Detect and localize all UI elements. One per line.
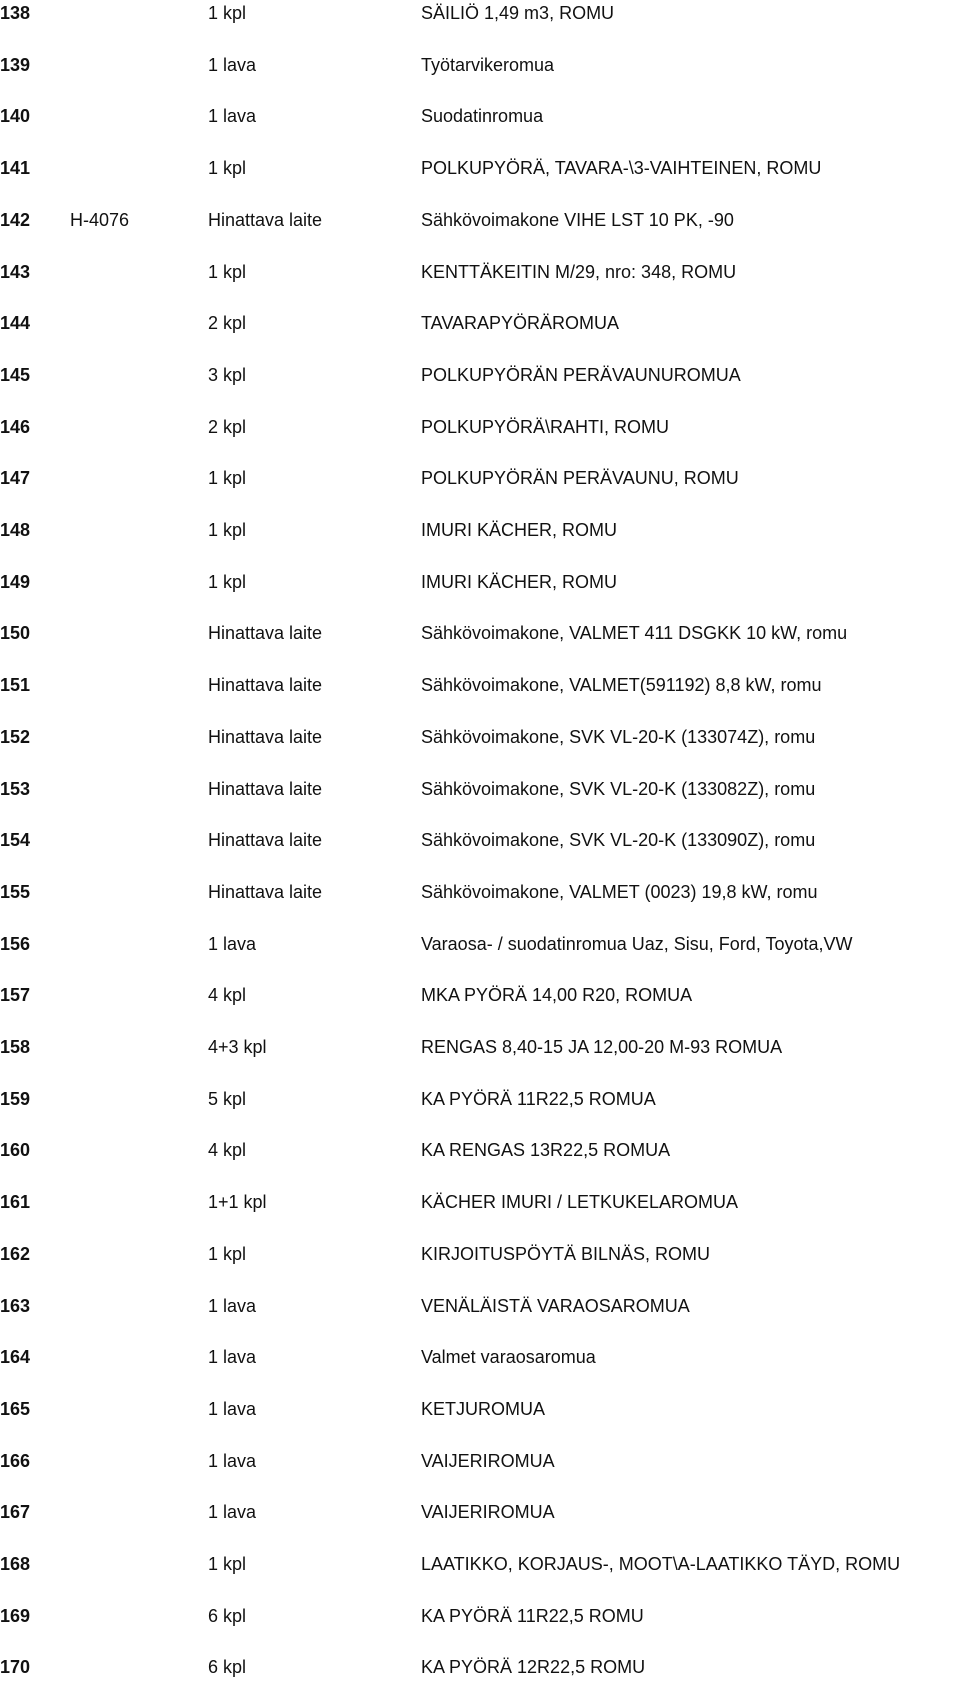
item-number: 150: [0, 623, 31, 644]
item-description: KA RENGAS 13R22,5 ROMUA: [421, 1140, 671, 1161]
item-quantity: 6 kpl: [208, 1605, 247, 1626]
item-number: 162: [0, 1243, 31, 1264]
item-description: MKA PYÖRÄ 14,00 R20, ROMUA: [421, 985, 693, 1006]
list-item: [0, 1652, 960, 1682]
item-number: 153: [0, 778, 31, 799]
item-quantity: 6 kpl: [208, 1657, 247, 1678]
item-quantity: Hinattava laite: [208, 881, 323, 902]
item-description: POLKUPYÖRÄ, TAVARA-\3-VAIHTEINEN, ROMU: [421, 158, 822, 179]
item-description: Työtarvikeromua: [421, 54, 555, 75]
item-quantity: Hinattava laite: [208, 623, 323, 644]
list-item: [0, 1135, 960, 1165]
item-description: POLKUPYÖRÄ\RAHTI, ROMU: [421, 416, 670, 437]
list-item: [0, 774, 960, 804]
list-item: [0, 412, 960, 442]
item-number: 138: [0, 3, 31, 23]
item-description: TAVARAPYÖRÄROMUA: [421, 313, 620, 334]
item-description: Varaosa- / suodatinromua Uaz, Sisu, Ford, Toyota,VW: [421, 933, 853, 954]
item-description: KÄCHER IMURI / LETKUKELAROMUA: [421, 1192, 739, 1213]
list-item: [0, 463, 960, 493]
item-quantity: 1+1 kpl: [208, 1192, 267, 1213]
item-quantity: Hinattava laite: [208, 726, 323, 747]
item-description: LAATIKKO, KORJAUS-, MOOT\A-LAATIKKO TÄYD, ROMU: [421, 1554, 901, 1574]
item-description: Sähkövoimakone, SVK VL-20-K (133090Z), romu: [421, 830, 816, 851]
item-description: VAIJERIROMUA: [421, 1450, 555, 1471]
item-number: 164: [0, 1347, 31, 1368]
item-quantity: Hinattava laite: [208, 209, 323, 230]
item-quantity: 1 lava: [208, 1502, 257, 1523]
list-item: [0, 1291, 960, 1321]
item-description: KA PYÖRÄ 11R22,5 ROMUA: [421, 1088, 656, 1109]
item-number: 149: [0, 571, 31, 592]
list-item: [0, 101, 960, 131]
item-quantity: 1 lava: [208, 933, 257, 954]
item-number: 168: [0, 1554, 31, 1574]
item-description: Sähkövoimakone, VALMET(591192) 8,8 kW, romu: [421, 675, 822, 696]
item-number: 152: [0, 726, 31, 747]
item-description: Sähkövoimakone, VALMET (0023) 19,8 kW, romu: [421, 881, 818, 902]
item-quantity: Hinattava laite: [208, 830, 323, 851]
item-number: 145: [0, 364, 31, 385]
list-item: [0, 567, 960, 597]
item-quantity: 1 kpl: [208, 261, 247, 282]
item-number: 157: [0, 985, 31, 1006]
list-item: [0, 308, 960, 338]
list-item: [0, 0, 960, 28]
item-number: 155: [0, 881, 31, 902]
item-description: Valmet varaosaromua: [421, 1347, 596, 1368]
item-number: 140: [0, 106, 31, 127]
list-item: [0, 1601, 960, 1631]
item-description: Sähkövoimakone, SVK VL-20-K (133074Z), romu: [421, 726, 816, 747]
list-item: [0, 1549, 960, 1579]
item-quantity: 5 kpl: [208, 1088, 247, 1109]
item-description: IMURI KÄCHER, ROMU: [421, 520, 618, 540]
list-item: [0, 825, 960, 855]
item-quantity: 1 kpl: [208, 571, 247, 592]
item-number: 143: [0, 261, 31, 282]
list-item: [0, 360, 960, 390]
item-quantity: 4+3 kpl: [208, 1037, 267, 1057]
item-quantity: 2 kpl: [208, 416, 247, 437]
list-item: [0, 1032, 960, 1062]
item-quantity: Hinattava laite: [208, 675, 323, 696]
item-number: 159: [0, 1088, 31, 1109]
item-description: KIRJOITUSPÖYTÄ BILNÄS, ROMU: [421, 1243, 711, 1264]
list-item: [0, 722, 960, 752]
item-number: 169: [0, 1605, 31, 1626]
item-number: 142: [0, 209, 31, 230]
item-quantity: 1 lava: [208, 1398, 257, 1419]
item-description: KENTTÄKEITIN M/29, nro: 348, ROMU: [421, 261, 737, 282]
list-item: [0, 1342, 960, 1372]
item-number: 170: [0, 1657, 31, 1678]
item-quantity: 1 lava: [208, 1295, 257, 1316]
item-description: Suodatinromua: [421, 106, 544, 127]
item-number: 160: [0, 1140, 31, 1161]
item-quantity: 1 kpl: [208, 520, 247, 540]
item-quantity: 1 lava: [208, 54, 257, 75]
item-description: IMURI KÄCHER, ROMU: [421, 571, 618, 592]
item-quantity: 1 kpl: [208, 1243, 247, 1264]
item-number: 154: [0, 830, 31, 851]
item-number: 148: [0, 520, 31, 540]
list-item: [0, 1394, 960, 1424]
item-number: 158: [0, 1037, 31, 1057]
list-item: [0, 980, 960, 1010]
item-quantity: Hinattava laite: [208, 778, 323, 799]
item-description: VAIJERIROMUA: [421, 1502, 555, 1523]
item-description: Sähkövoimakone VIHE LST 10 PK, -90: [421, 209, 734, 230]
item-description: Sähkövoimakone, SVK VL-20-K (133082Z), romu: [421, 778, 816, 799]
item-quantity: 1 kpl: [208, 3, 247, 23]
list-item: [0, 1187, 960, 1217]
item-quantity: 1 kpl: [208, 158, 247, 179]
item-number: 139: [0, 54, 31, 75]
item-number: 146: [0, 416, 31, 437]
item-description: KA PYÖRÄ 12R22,5 ROMU: [421, 1657, 646, 1678]
item-quantity: 1 kpl: [208, 1554, 247, 1574]
item-number: 161: [0, 1192, 31, 1213]
item-description: KA PYÖRÄ 11R22,5 ROMU: [421, 1605, 644, 1626]
item-number: 144: [0, 313, 31, 334]
item-number: 156: [0, 933, 31, 954]
item-quantity: 1 kpl: [208, 468, 247, 489]
list-item: [0, 153, 960, 183]
list-item: [0, 205, 960, 235]
item-number: 166: [0, 1450, 31, 1471]
list-item: [0, 1084, 960, 1114]
item-number: 167: [0, 1502, 31, 1523]
item-quantity: 1 lava: [208, 1450, 257, 1471]
item-number: 163: [0, 1295, 31, 1316]
list-item: [0, 1446, 960, 1476]
list-item: [0, 1497, 960, 1527]
item-quantity: 1 lava: [208, 1347, 257, 1368]
item-number: 165: [0, 1398, 31, 1419]
item-quantity: 3 kpl: [208, 364, 247, 385]
item-description: KETJUROMUA: [421, 1398, 546, 1419]
list-item: [0, 618, 960, 648]
item-quantity: 1 lava: [208, 106, 257, 127]
item-number: 151: [0, 675, 31, 696]
item-description: POLKUPYÖRÄN PERÄVAUNU, ROMU: [421, 468, 739, 489]
item-quantity: 4 kpl: [208, 1140, 247, 1161]
item-description: POLKUPYÖRÄN PERÄVAUNUROMUA: [421, 364, 741, 385]
item-code: H-4076: [70, 209, 130, 230]
item-quantity: 4 kpl: [208, 985, 247, 1006]
item-description: RENGAS 8,40-15 JA 12,00-20 M-93 ROMUA: [421, 1037, 783, 1057]
list-item: [0, 670, 960, 700]
list-item: [0, 929, 960, 959]
list-item: [0, 257, 960, 287]
list-item: [0, 50, 960, 80]
item-description: Sähkövoimakone, VALMET 411 DSGKK 10 kW, romu: [421, 623, 848, 644]
list-item: [0, 877, 960, 907]
item-quantity: 2 kpl: [208, 313, 247, 334]
item-number: 141: [0, 158, 31, 179]
item-description: VENÄLÄISTÄ VARAOSAROMUA: [421, 1295, 690, 1316]
item-description: SÄILIÖ 1,49 m3, ROMU: [421, 3, 615, 23]
list-item: [0, 1239, 960, 1269]
list-item: [0, 515, 960, 545]
item-number: 147: [0, 468, 31, 489]
